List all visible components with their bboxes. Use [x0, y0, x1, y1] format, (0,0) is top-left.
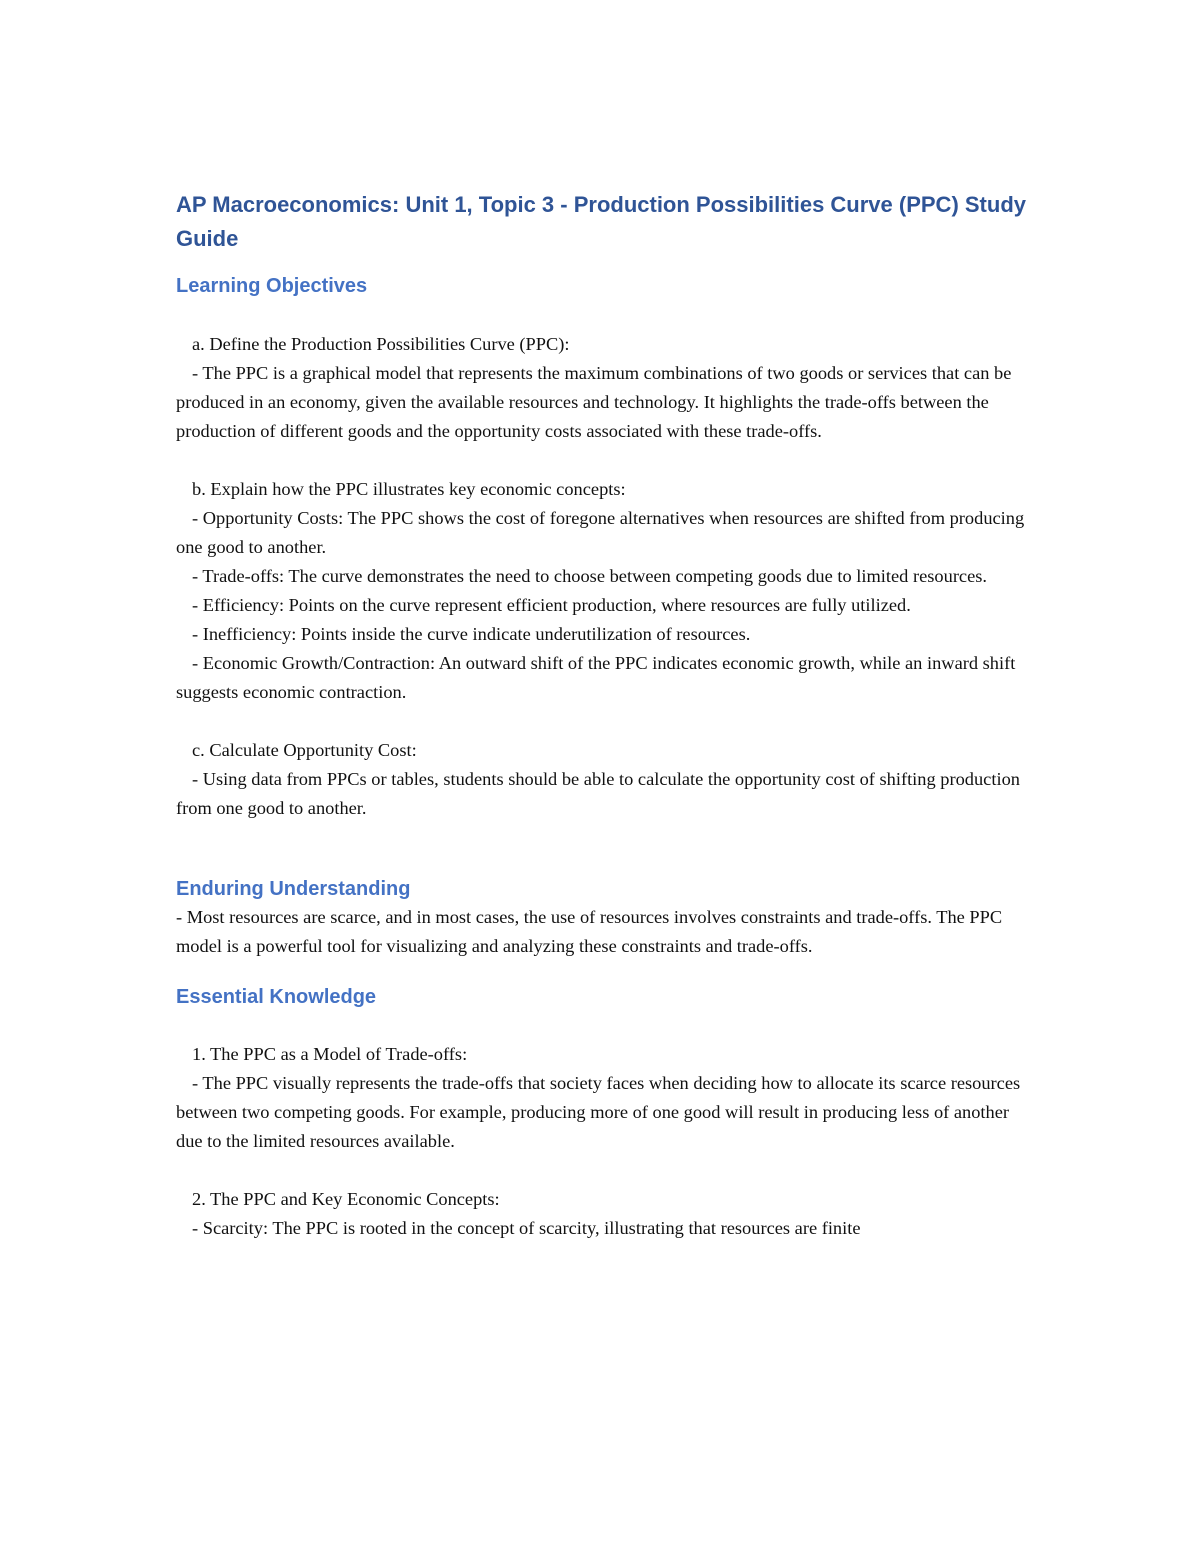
objective-a-label: a. Define the Production Possibilities Curve (PPC):	[192, 334, 570, 354]
objective-b-item: - Opportunity Costs: The PPC shows the cost of foregone alternatives when resources are shifted from producing one good to another.	[176, 508, 1025, 557]
objective-b-item: - Trade-offs: The curve demonstrates the need to choose between competing goods due to limited resources.	[192, 566, 988, 586]
document-body	[176, 188, 1036, 1243]
enduring-understanding-text: - Most resources are scarce, and in most cases, the use of resources involves constraints and trade-offs. The PPC model is a powerful tool for visualizing and analyzing these constraints and trade-offs.	[176, 907, 1003, 956]
document-title: AP Macroeconomics: Unit 1, Topic 3 - Production Possibilities Curve (PPC) Study Guide	[176, 192, 1026, 251]
learning-objectives-heading: Learning Objectives	[176, 275, 368, 297]
objective-c-label: c. Calculate Opportunity Cost:	[192, 740, 417, 760]
enduring-understanding-heading: Enduring Understanding	[176, 878, 411, 900]
objective-b-item: - Economic Growth/Contraction: An outward shift of the PPC indicates economic growth, while an inward shift suggests economic contraction.	[176, 653, 1016, 702]
objective-b-label: b. Explain how the PPC illustrates key economic concepts:	[192, 479, 626, 499]
objective-b-item: - Inefficiency: Points inside the curve indicate underutilization of resources.	[192, 624, 751, 644]
objective-b	[176, 475, 1036, 707]
essential-item-1	[176, 1040, 1036, 1156]
essential-item-2-label: 2. The PPC and Key Economic Concepts:	[192, 1189, 500, 1209]
objective-a	[176, 330, 1036, 446]
essential-item-2-text: - Scarcity: The PPC is rooted in the concept of scarcity, illustrating that resources are finite	[192, 1218, 861, 1238]
objective-a-text: - The PPC is a graphical model that represents the maximum combinations of two goods or services that can be produced in an economy, given the available resources and technology. It highlights the trade-offs between the production of different goods and the opportunity costs associated with these trade-offs.	[176, 363, 1012, 441]
essential-item-1-text: - The PPC visually represents the trade-offs that society faces when deciding how to allocate its scarce resources between two competing goods. For example, producing more of one good will result in producing less of another due to the limited resources available.	[176, 1073, 1021, 1151]
objective-b-item: - Efficiency: Points on the curve represent efficient production, where resources are fully utilized.	[192, 595, 911, 615]
essential-item-1-label: 1. The PPC as a Model of Trade-offs:	[192, 1044, 468, 1064]
essential-item-2	[176, 1185, 1036, 1243]
enduring-understanding-text-block	[176, 903, 1036, 961]
essential-knowledge-heading: Essential Knowledge	[176, 986, 377, 1008]
objective-c	[176, 736, 1036, 823]
objective-c-text: - Using data from PPCs or tables, students should be able to calculate the opportunity cost of shifting production from one good to another.	[176, 769, 1020, 818]
